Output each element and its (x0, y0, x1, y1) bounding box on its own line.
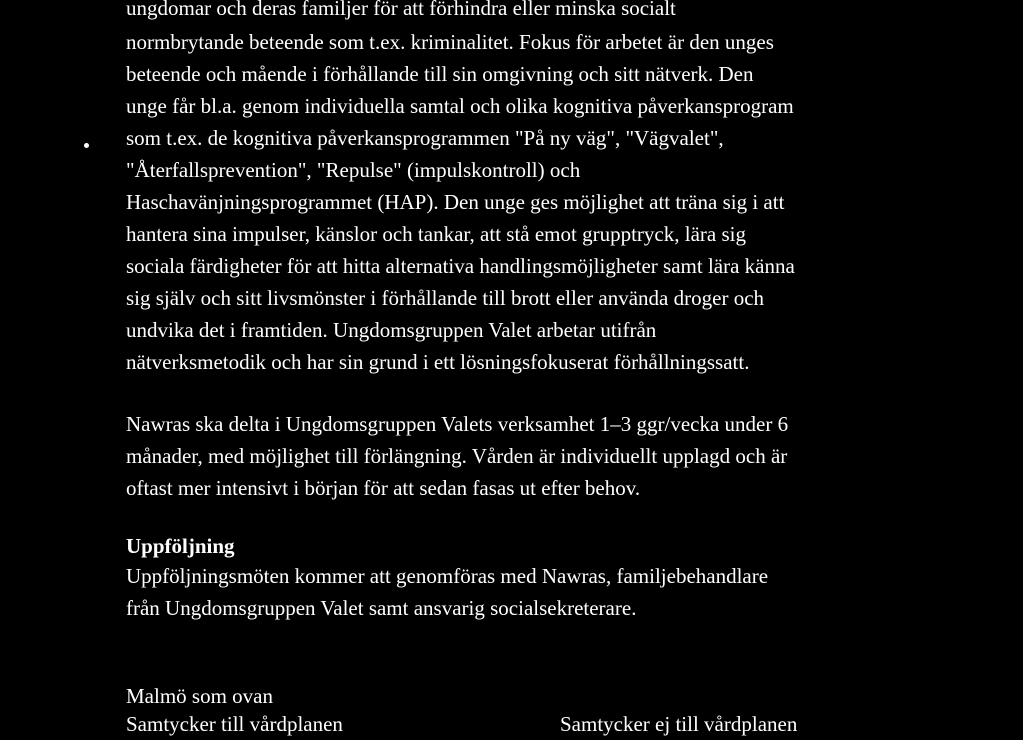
no-consent-label: Samtycker ej till vårdplanen (560, 712, 798, 736)
signature-place: Malmö som ovan (126, 684, 273, 708)
intro-line: beteende och mående i förhållande till sin omgivning och sitt nätverk. Den (126, 62, 754, 86)
bullet-dot (84, 143, 89, 148)
intro-line: nätverksmetodik och har sin grund i ett lösningsfokuserat förhållningssatt. (126, 350, 750, 374)
participation-line: månader, med möjlighet till förlängning. Vården är individuellt upplagd och är (126, 444, 788, 468)
consent-label: Samtycker till vårdplanen (126, 712, 343, 736)
participation-line: oftast mer intensivt i början för att sedan fasas ut efter behov. (126, 476, 641, 500)
intro-line: hantera sina impulser, känslor och tankar, att stå emot grupptryck, lära sig (126, 222, 746, 246)
intro-line: Haschavänjningsprogrammet (HAP). Den unge ges möjlighet att träna sig i att (126, 190, 785, 214)
intro-line: normbrytande beteende som t.ex. kriminalitet. Fokus för arbetet är den unges (126, 30, 774, 54)
intro-line: ungdomar och deras familjer för att förhindra eller minska socialt (126, 0, 676, 20)
intro-line: unge får bl.a. genom individuella samtal och olika kognitiva påverkansprogram (126, 94, 794, 118)
intro-line: undvika det i framtiden. Ungdomsgruppen Valet arbetar utifrån (126, 318, 657, 342)
intro-line: som t.ex. de kognitiva påverkansprogrammen "På ny väg", "Vägvalet", (126, 126, 724, 150)
intro-line: sociala färdigheter för att hitta alternativa handlingsmöjligheter samt lära känna (126, 254, 795, 278)
followup-line: från Ungdomsgruppen Valet samt ansvarig socialsekreterare. (126, 596, 637, 620)
followup-heading: Uppföljning (126, 534, 235, 558)
intro-line: sig själv och sitt livsmönster i förhållande till brott eller använda droger och (126, 286, 765, 310)
followup-line: Uppföljningsmöten kommer att genomföras med Nawras, familjebehandlare (126, 564, 769, 588)
participation-line: Nawras ska delta i Ungdomsgruppen Valets verksamhet 1–3 ggr/vecka under 6 (126, 412, 789, 436)
intro-line: "Återfallsprevention", "Repulse" (impulskontroll) och (126, 158, 581, 182)
